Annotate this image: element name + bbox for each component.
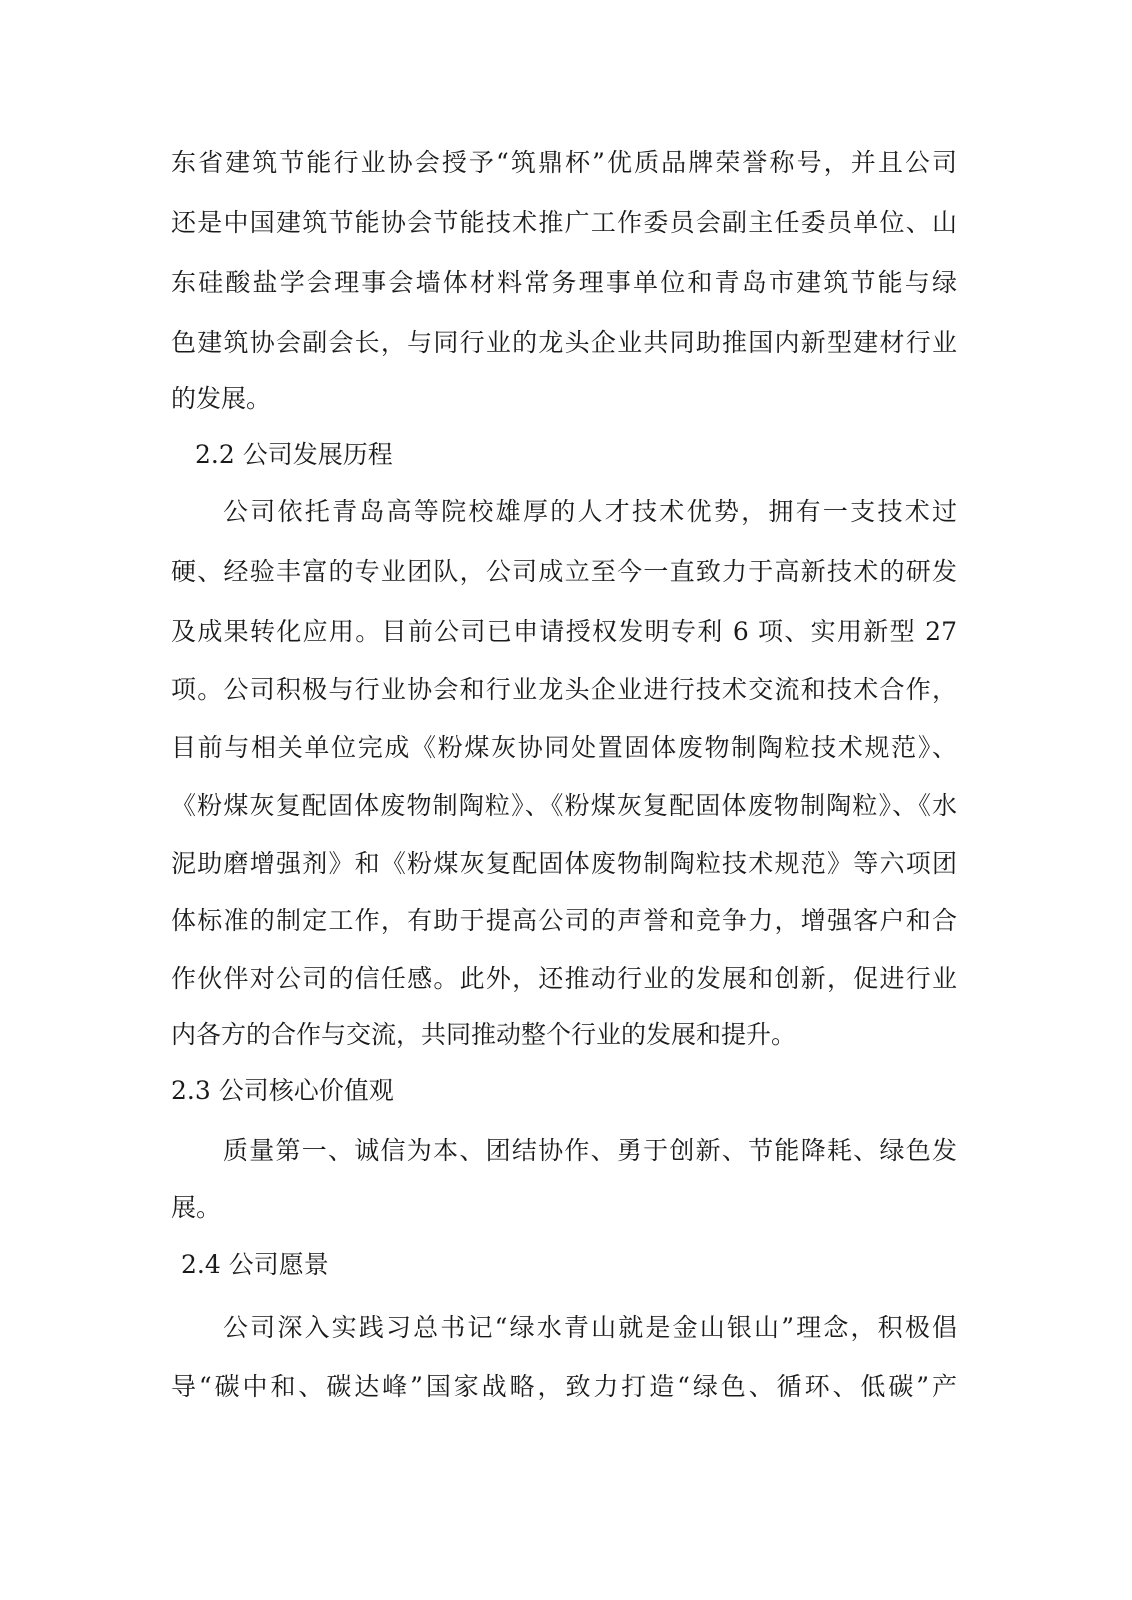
section-2-2-line-3: 及成果转化应用。目前公司已申请授权发明专利 6 项、实用新型 27 bbox=[171, 617, 957, 646]
section-2-2-line-4: 项。公司积极与行业协会和行业龙头企业进行技术交流和技术合作， bbox=[171, 675, 957, 704]
paragraph-1-line-2: 还是中国建筑节能协会节能技术推广工作委员会副主任委员单位、山 bbox=[171, 208, 957, 237]
section-2-2-line-9: 作伙伴对公司的信任感。此外，还推动行业的发展和创新，促进行业 bbox=[171, 964, 957, 993]
paragraph-1-line-3: 东硅酸盐学会理事会墙体材料常务理事单位和青岛市建筑节能与绿 bbox=[171, 268, 957, 297]
section-2-2-heading: 2.2 公司发展历程 bbox=[195, 440, 393, 469]
section-2-4-line-1: 公司深入实践习总书记“绿水青山就是金山银山”理念，积极倡 bbox=[223, 1313, 957, 1342]
section-2-4-line-2: 导“碳中和、碳达峰”国家战略，致力打造“绿色、循环、低碳”产 bbox=[171, 1372, 957, 1401]
paragraph-1-line-1: 东省建筑节能行业协会授予“筑鼎杯”优质品牌荣誉称号，并且公司 bbox=[171, 148, 957, 177]
section-2-3-heading: 2.3 公司核心价值观 bbox=[171, 1076, 394, 1105]
section-2-4-heading: 2.4 公司愿景 bbox=[181, 1250, 329, 1279]
section-2-3-line-1: 质量第一、诚信为本、团结协作、勇于创新、节能降耗、绿色发 bbox=[223, 1136, 957, 1165]
section-2-2-line-7: 泥助磨增强剂》和《粉煤灰复配固体废物制陶粒技术规范》等六项团 bbox=[171, 849, 957, 878]
section-2-3-line-2: 展。 bbox=[171, 1193, 222, 1222]
section-2-2-line-10: 内各方的合作与交流，共同推动整个行业的发展和提升。 bbox=[171, 1020, 797, 1049]
paragraph-1-line-4: 色建筑协会副会长，与同行业的龙头企业共同助推国内新型建材行业 bbox=[171, 328, 957, 357]
section-2-2-line-8: 体标准的制定工作，有助于提高公司的声誉和竞争力，增强客户和合 bbox=[171, 906, 957, 935]
section-2-2-line-1: 公司依托青岛高等院校雄厚的人才技术优势，拥有一支技术过 bbox=[223, 497, 957, 526]
section-2-2-line-6: 《粉煤灰复配固体废物制陶粒》、《粉煤灰复配固体废物制陶粒》、《水 bbox=[171, 791, 957, 820]
section-2-2-line-5: 目前与相关单位完成《粉煤灰协同处置固体废物制陶粒技术规范》、 bbox=[171, 733, 957, 762]
paragraph-1-line-5: 的发展。 bbox=[171, 384, 272, 413]
section-2-2-line-2: 硬、经验丰富的专业团队，公司成立至今一直致力于高新技术的研发 bbox=[171, 557, 957, 586]
